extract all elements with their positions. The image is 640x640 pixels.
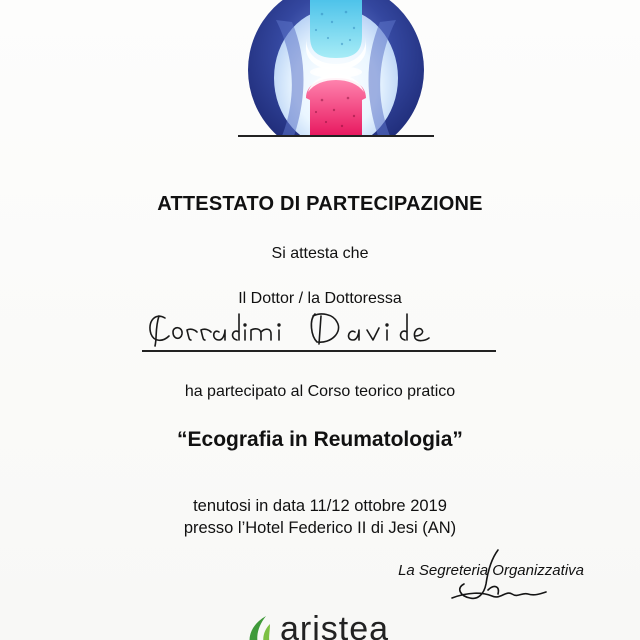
handwritten-name bbox=[145, 308, 485, 348]
logo-underline bbox=[238, 135, 434, 137]
attesta-line: Si attesta che bbox=[271, 245, 369, 262]
date-line: tenutosi in data 11/12 ottobre 2019 bbox=[193, 497, 447, 515]
footer-brand-text: aristea bbox=[280, 612, 390, 640]
name-underline bbox=[142, 350, 496, 352]
joint-logo-icon bbox=[236, 0, 436, 140]
partecipato-line: ha partecipato al Corso teorico pratico bbox=[184, 383, 456, 400]
segreteria-label: La Segreteria Organizzativa bbox=[398, 562, 584, 579]
location-line: presso l’Hotel Federico II di Jesi (AN) bbox=[183, 519, 457, 537]
course-title: “Ecografia in Reumatologia” bbox=[177, 428, 463, 451]
signature bbox=[448, 548, 548, 608]
leaf-logo-icon bbox=[244, 614, 278, 640]
dottor-line: Il Dottor / la Dottoressa bbox=[238, 290, 402, 307]
footer-brand bbox=[244, 612, 444, 640]
certificate-title: ATTESTATO DI PARTECIPAZIONE bbox=[157, 193, 483, 215]
